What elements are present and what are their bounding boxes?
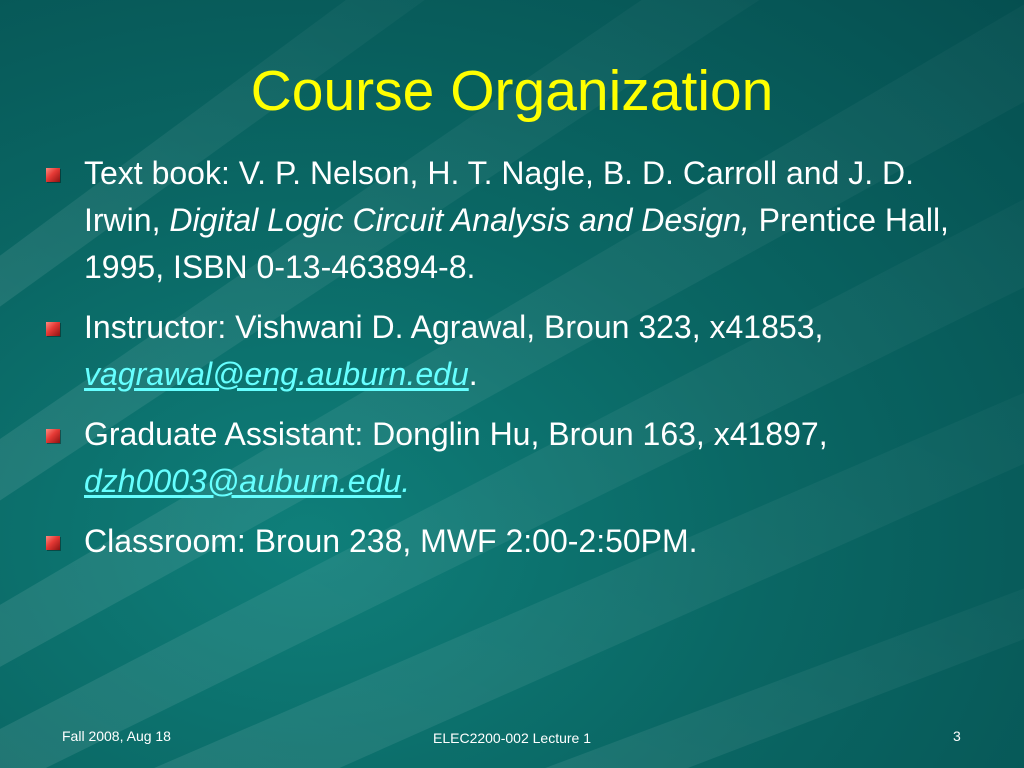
bullet-list (40, 150, 990, 578)
textbook-text: Text book: V. P. Nelson, H. T. Nagle, B. D. Carroll and J. D. Irwin, (84, 155, 915, 238)
assistant-period: . (401, 463, 411, 499)
footer-date: Fall 2008, Aug 18 (62, 728, 171, 744)
bullet-square-icon (46, 168, 60, 182)
instructor-text: Instructor: Vishwani D. Agrawal, Broun 323, x41853, (84, 309, 824, 345)
slide-title: Course Organization (250, 59, 774, 123)
assistant-email-link[interactable]: dzh0003@auburn.edu (84, 463, 402, 499)
bullet-instructor (40, 304, 990, 398)
bullet-square-icon (46, 429, 60, 443)
footer-page-number: 3 (953, 728, 961, 744)
bullet-textbook (40, 150, 990, 291)
bullet-square-icon (46, 536, 60, 550)
textbook-title: Digital Logic Circuit Analysis and Design, (169, 202, 750, 238)
instructor-email-link[interactable]: vagrawal@eng.auburn.edu (84, 356, 469, 392)
instructor-period: . (468, 356, 478, 392)
bullet-assistant (40, 411, 990, 505)
textbook-publisher: Prentice Hall, 1995, ISBN 0-13-463894-8. (84, 202, 949, 285)
bullet-classroom (40, 518, 990, 565)
classroom-text: Classroom: Broun 238, MWF 2:00-2:50PM. (84, 523, 698, 559)
footer-course: ELEC2200-002 Lecture 1 (433, 730, 591, 746)
bullet-square-icon (46, 322, 60, 336)
assistant-text: Graduate Assistant: Donglin Hu, Broun 163, x41897, (84, 416, 828, 452)
